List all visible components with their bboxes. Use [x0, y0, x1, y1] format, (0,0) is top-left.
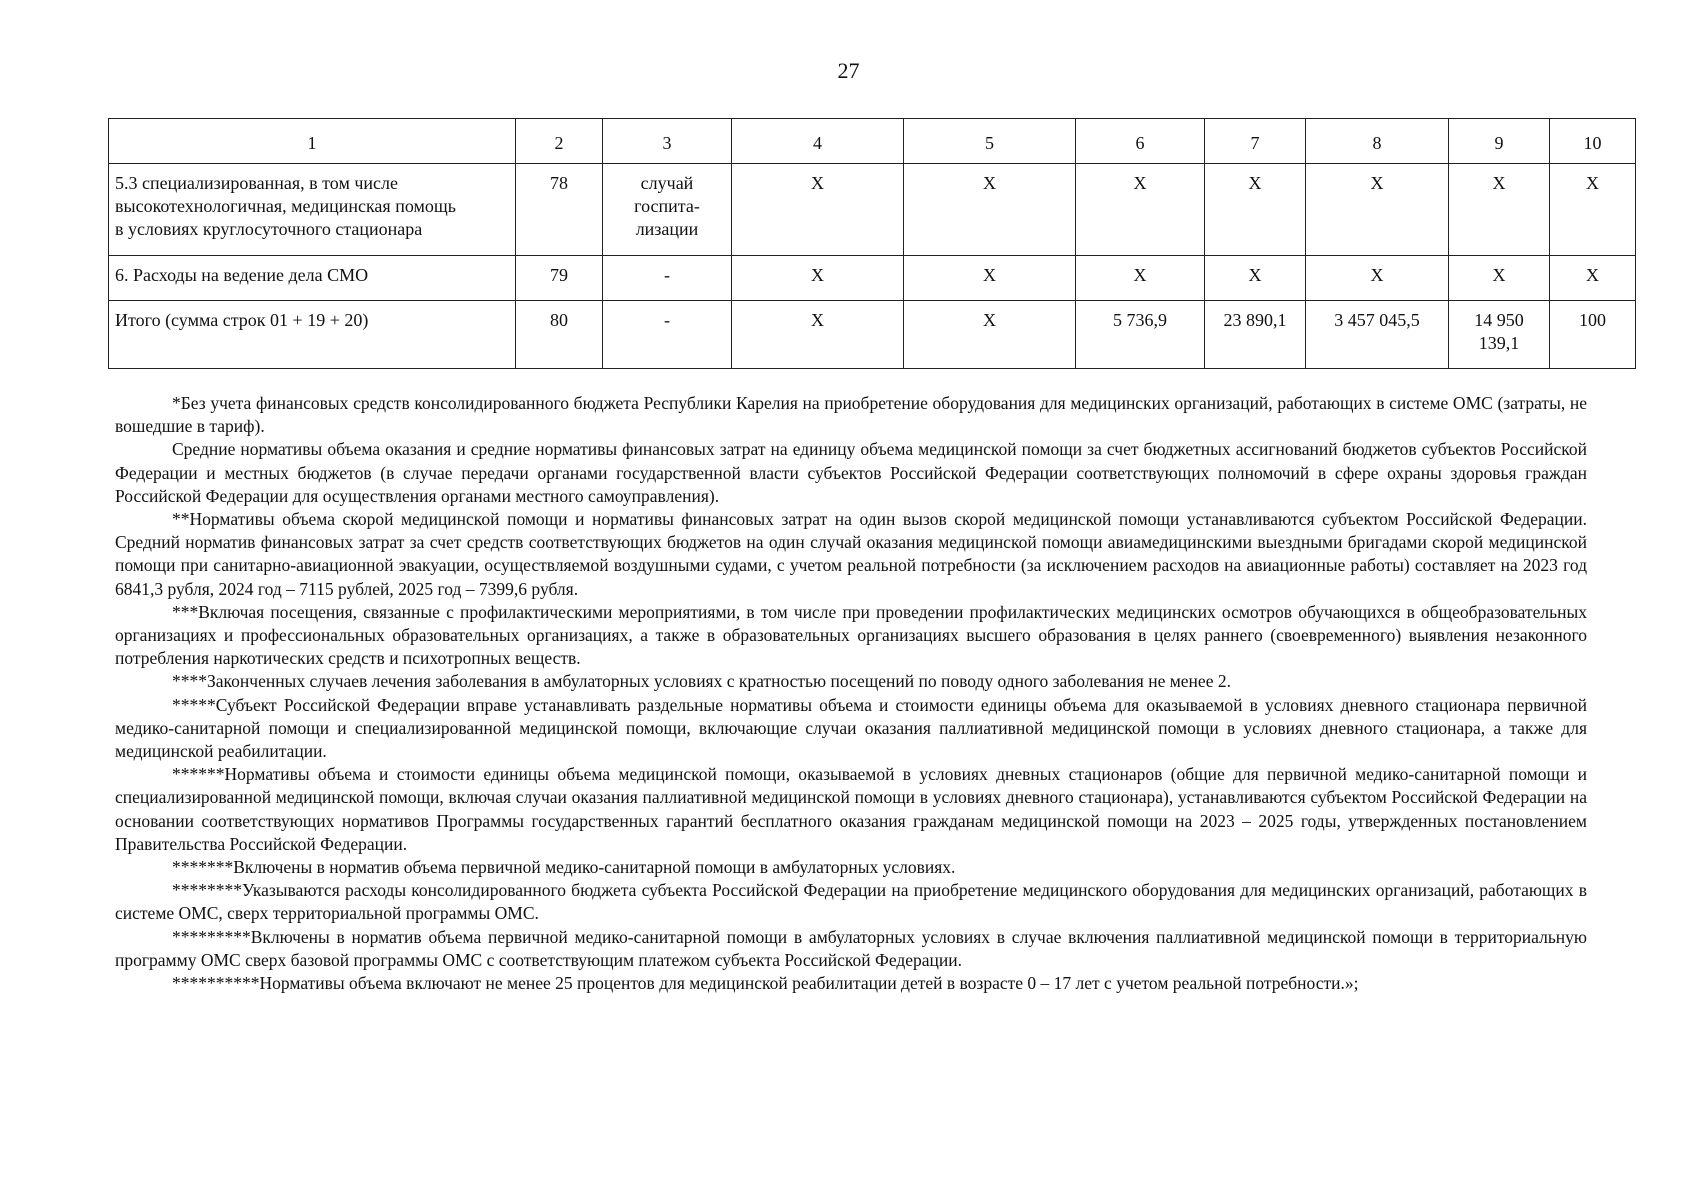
row-code-cell: 79 [516, 256, 603, 301]
footnote: *****Субъект Российской Федерации вправе устанавливать раздельные нормативы объема и стоимости единицы объема для оказываемой в условиях дневного стационара первичной медико-санитарной помощи и специализированной медицинской помощи, включающие случаи оказания паллиативной медицинской помощи в условиях дневного стационара, а также для медицинской реабилитации. [115, 694, 1587, 762]
row-name-line: высокотехнологичная, медицинская помощь [115, 196, 456, 216]
value-cell: Х [1306, 164, 1449, 256]
value-cell: Х [904, 256, 1076, 301]
row-name-line: в условиях круглосуточного стационара [115, 219, 423, 239]
table-row [109, 256, 1636, 301]
row-unit-line: - [664, 310, 670, 330]
row-unit-line: лизации [635, 219, 699, 239]
footnote: ******Нормативы объема и стоимости единицы объема медицинской помощи, оказываемой в условиях дневных стационаров (общие для первичной медико-санитарной помощи и специализированной медицинской помощи, включая случаи оказания паллиативной медицинской помощи в условиях дневного стационара), устанавливаются субъектом Российской Федерации на основании соответствующих нормативов Программы государственных гарантий бесплатного оказания гражданам медицинской помощи на 2023 – 2025 годы, утвержденных постановлением Правительства Российской Федерации. [115, 764, 1587, 854]
column-header: 3 [603, 119, 732, 164]
row-unit-cell [603, 301, 732, 369]
column-header: 5 [904, 119, 1076, 164]
value-cell: 5 736,9 [1076, 301, 1205, 369]
value-cell: 14 950 139,1 [1449, 301, 1550, 369]
value-cell: Х [1205, 256, 1306, 301]
value-cell: Х [732, 301, 904, 369]
value-cell: Х [1205, 164, 1306, 256]
column-header: 7 [1205, 119, 1306, 164]
value-cell: Х [1076, 164, 1205, 256]
value-cell: Х [732, 256, 904, 301]
row-name-line: Итого (сумма строк 01 + 19 + 20) [115, 310, 369, 330]
value-cell: Х [1076, 256, 1205, 301]
data-table [108, 118, 1636, 369]
footnote: ********Указываются расходы консолидированного бюджета субъекта Российской Федерации на приобретение медицинского оборудования для медицинских организаций, работающих в системе ОМС, сверх территориальной программы ОМС. [115, 880, 1587, 924]
value-cell: Х [1550, 164, 1636, 256]
column-header: 4 [732, 119, 904, 164]
value-cell: Х [904, 164, 1076, 256]
value-cell: 3 457 045,5 [1306, 301, 1449, 369]
row-unit-line: случай [640, 173, 694, 193]
row-name-line: 6. Расходы на ведение дела СМО [115, 265, 369, 285]
row-code-cell: 78 [516, 164, 603, 256]
column-header: 2 [516, 119, 603, 164]
value-cell: Х [904, 301, 1076, 369]
footnote: ****Законченных случаев лечения заболевания в амбулаторных условиях с кратностью посещений по поводу одного заболевания не менее 2. [172, 671, 1231, 692]
footnotes [115, 392, 1587, 995]
row-unit-cell [603, 256, 732, 301]
column-header: 10 [1550, 119, 1636, 164]
row-name-cell [109, 256, 516, 301]
table-row [109, 301, 1636, 369]
column-header: 9 [1449, 119, 1550, 164]
table-row [109, 164, 1636, 256]
footnote: *********Включены в норматив объема первичной медико-санитарной помощи в амбулаторных условиях в случае включения паллиативной медицинской помощи в территориальную программу ОМС сверх базовой программы ОМС с соответствующим платежом субъекта Российской Федерации. [115, 926, 1587, 970]
value-cell: Х [732, 164, 904, 256]
value-cell: Х [1550, 256, 1636, 301]
value-cell: 23 890,1 [1205, 301, 1306, 369]
row-name-cell [109, 164, 516, 256]
row-unit-line: госпита- [634, 196, 700, 216]
column-header: 8 [1306, 119, 1449, 164]
page-number: 27 [837, 58, 860, 83]
footnote: **********Нормативы объема включают не менее 25 процентов для медицинской реабилитации детей в возрасте 0 – 17 лет с учетом реальной потребности.»; [172, 973, 1359, 994]
footnote: Средние нормативы объема оказания и средние нормативы финансовых затрат на единицу объема медицинской помощи за счет бюджетных ассигнований бюджетов субъектов Российской Федерации и местных бюджетов (в случае передачи органами государственной власти субъектов Российской Федерации соответствующих полномочий в сфере охраны здоровья граждан Российской Федерации для осуществления органами местного самоуправления). [115, 439, 1587, 506]
footnote: *Без учета финансовых средств консолидированного бюджета Республики Карелия на приобретение оборудования для медицинских организаций, работающих в системе ОМС (затраты, не вошедшие в тариф). [115, 393, 1587, 437]
row-code-cell: 80 [516, 301, 603, 369]
footnote: **Нормативы объема скорой медицинской помощи и нормативы финансовых затрат на один вызов скорой медицинской помощи устанавливаются субъектом Российской Федерации. Средний норматив финансовых затрат за счет средств соответствующих бюджетов на один случай оказания медицинской помощи авиамедицинскими выездными бригадами скорой медицинской помощи при санитарно-авиационной эвакуации, осуществляемой воздушными судами, с учетом реальной потребности (за исключением расходов на авиационные работы) составляет на 2023 год 6841,3 рубля, 2024 год – 7115 рублей, 2025 год – 7399,6 рубля. [115, 509, 1587, 599]
column-header: 6 [1076, 119, 1205, 164]
row-name-line: 5.3 специализированная, в том числе [115, 173, 398, 193]
row-unit-line: - [664, 265, 670, 285]
footnote: *******Включены в норматив объема первичной медико-санитарной помощи в амбулаторных условиях. [172, 857, 956, 878]
row-unit-cell [603, 164, 732, 256]
column-header: 1 [109, 119, 516, 164]
footnote: ***Включая посещения, связанные с профилактическими мероприятиями, в том числе при проведении профилактических медицинских осмотров обучающихся в общеобразовательных организациях и профессиональных образовательных организациях, а также в образовательных организациях высшего образования в целях раннего (своевременного) выявления незаконного потребления наркотических средств и психотропных веществ. [115, 601, 1587, 669]
value-cell: Х [1306, 256, 1449, 301]
row-name-cell [109, 301, 516, 369]
table-header-row [109, 119, 1636, 164]
value-cell: 100 [1550, 301, 1636, 369]
value-cell: Х [1449, 164, 1550, 256]
value-cell: Х [1449, 256, 1550, 301]
